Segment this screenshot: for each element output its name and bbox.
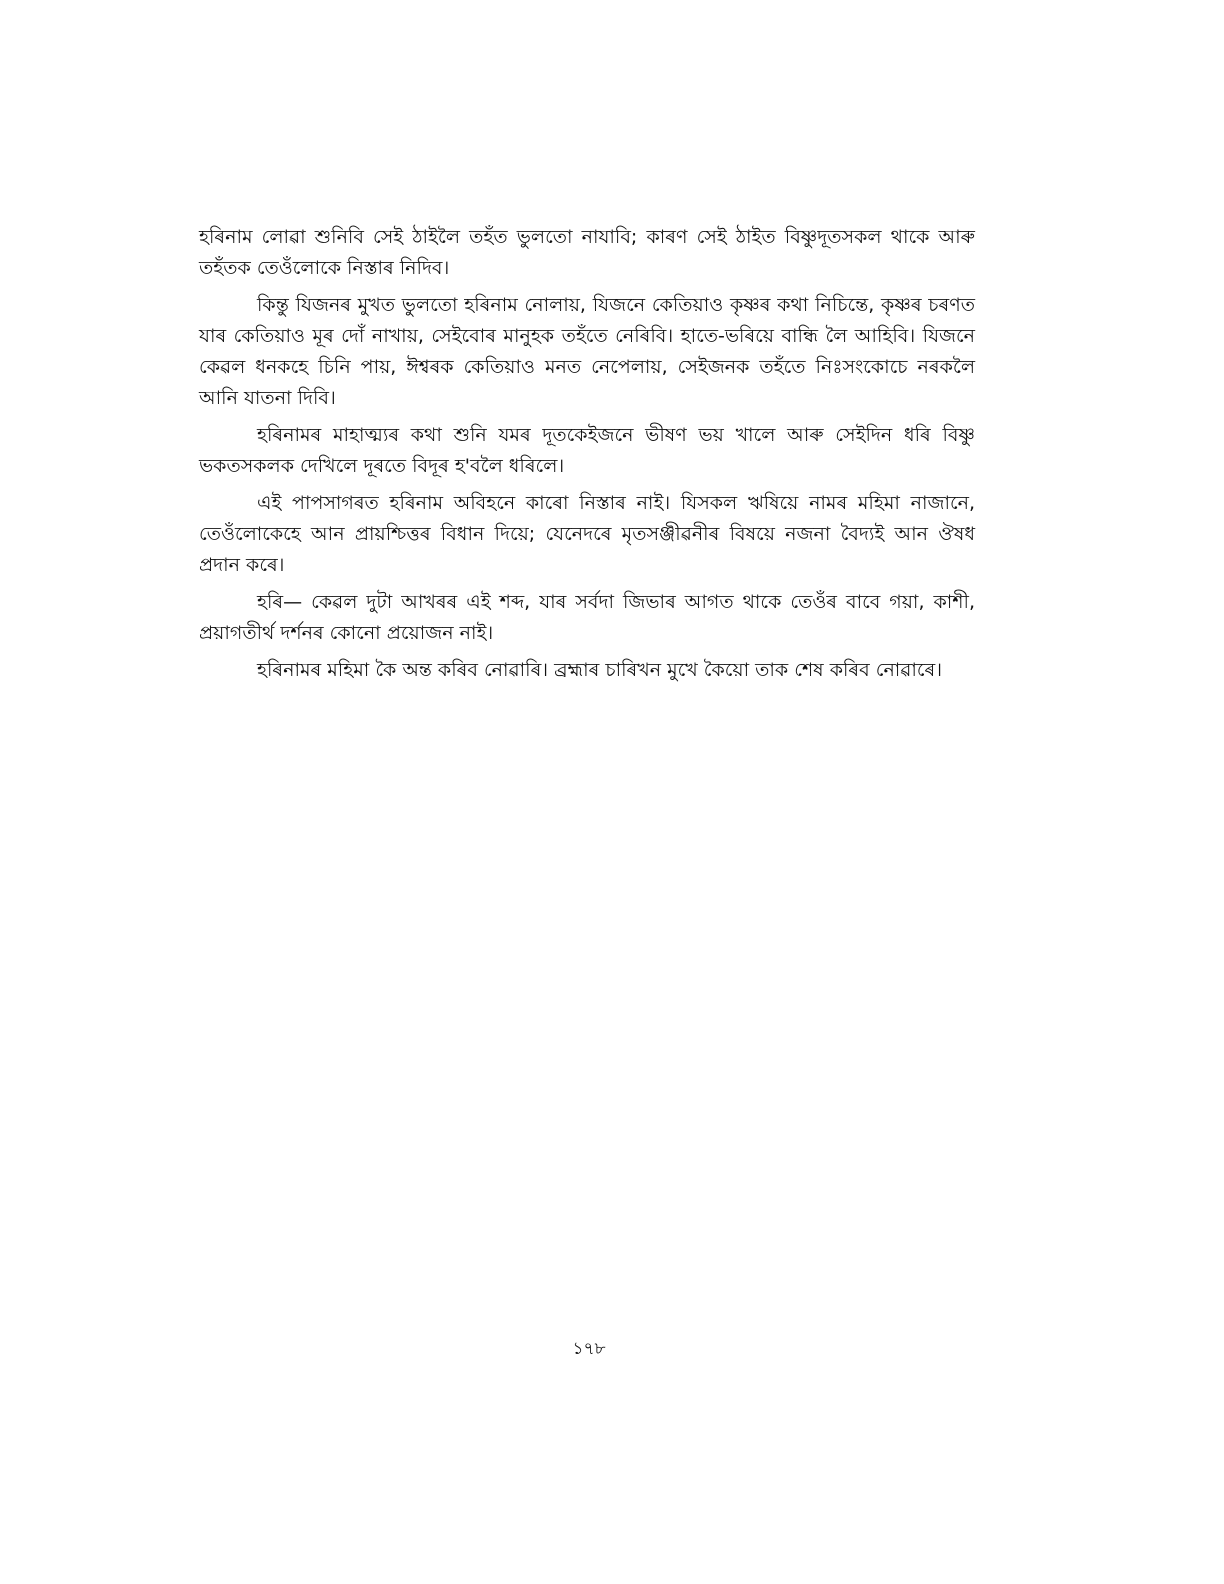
paragraph-3: হৰিনামৰ মাহাত্ম্যৰ কথা শুনি যমৰ দূতকেইজনে ভীষণ ভয় খালে আৰু সেইদিন ধৰি বিষ্ণু ভকতসকলক দেখিলে দূৰতে বিদূৰ হ'বলৈ ধৰিলে। (199, 424, 975, 477)
paragraph-1: হৰিনাম লোৱা শুনিবি সেই ঠাইলৈ তহঁত ভুলতো নাযাবি; কাৰণ সেই ঠাইত বিষ্ণুদূতসকল থাকে আৰু তহঁতক তেওঁলোকে নিস্তাৰ নিদিব। (199, 226, 975, 279)
page-number: ১৭৮ (572, 1339, 606, 1359)
paragraph-6: হৰিনামৰ মহিমা কৈ অন্ত কৰিব নোৱাৰি। ব্ৰহ্মাৰ চাৰিখন মুখে কৈয়ো তাক শেষ কৰিব নোৱাৰে। (257, 659, 943, 681)
document-body (199, 222, 975, 692)
paragraph-2: কিন্তু যিজনৰ মুখত ভুলতো হৰিনাম নোলায়, যিজনে কেতিয়াও কৃষ্ণৰ কথা নিচিন্তে, কৃষ্ণৰ চৰণত যাৰ কেতিয়াও মূৰ দোঁ নাখায়, সেইবোৰ মানুহক তহঁতে নেৰিবি। হাতে-ভৰিয়ে বান্ধি লৈ আহিবি। যিজনে কেৱল ধনকহে চিনি পায়, ঈশ্বৰক কেতিয়াও মনত নেপেলায়, সেইজনক তহঁতে নিঃসংকোচে নৰকলৈ আনি যাতনা দিবি। (199, 294, 975, 409)
paragraph-4: এই পাপসাগৰত হৰিনাম অবিহনে কাৰো নিস্তাৰ নাই। যিসকল ঋষিয়ে নামৰ মহিমা নাজানে, তেওঁলোকেহে আন প্ৰায়শ্চিত্তৰ বিধান দিয়ে; যেনেদৰে মৃতসঞ্জীৱনীৰ বিষয়ে নজনা বৈদ্যই আন ঔষধ প্ৰদান কৰে। (199, 492, 975, 576)
paragraph-5: হৰি— কেৱল দুটা আখৰৰ এই শব্দ, যাৰ সৰ্বদা জিভাৰ আগত থাকে তেওঁৰ বাবে গয়া, কাশী, প্ৰয়াগতীৰ্থ দৰ্শনৰ কোনো প্ৰয়োজন নাই। (199, 591, 975, 644)
